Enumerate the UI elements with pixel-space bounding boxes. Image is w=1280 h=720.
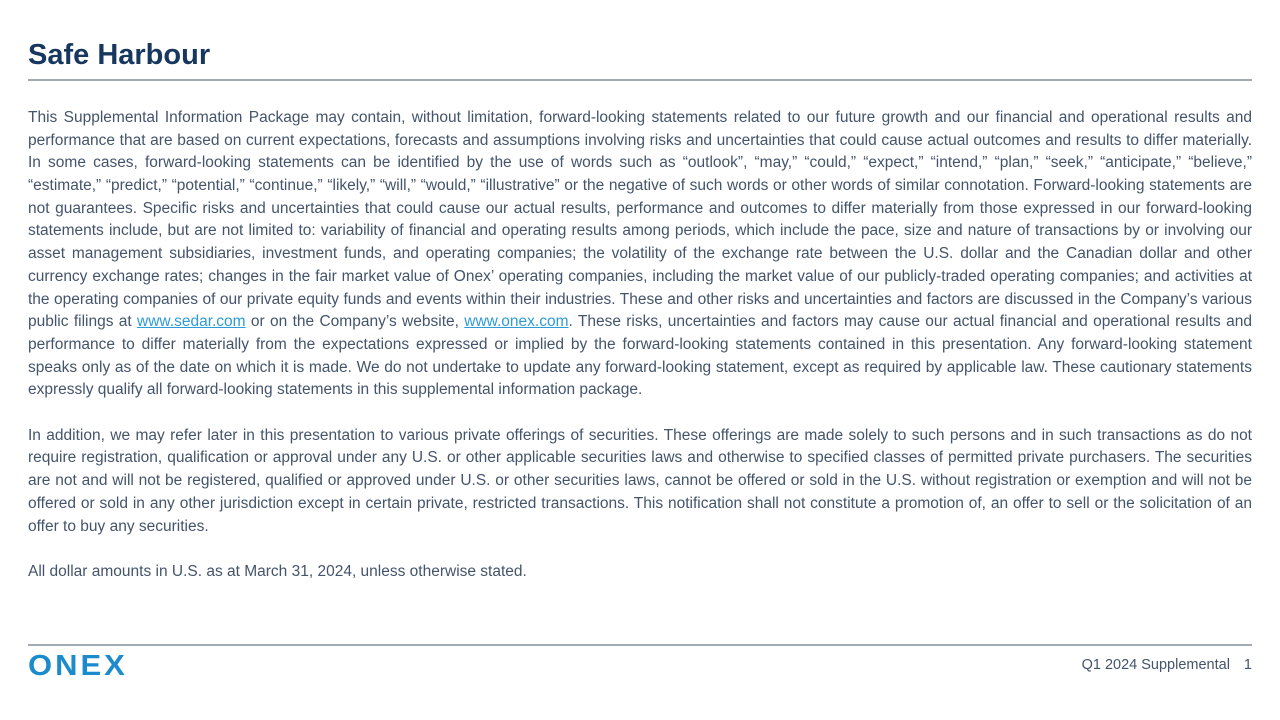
paragraph-text: or on the Company’s website, <box>245 313 465 331</box>
footer-label: Q1 2024 Supplemental <box>1081 657 1230 673</box>
slide-footer <box>28 644 1252 720</box>
onex-website-link[interactable]: www.onex.com <box>464 313 569 331</box>
paragraph-text: . These risks, uncertainties and factors may cause our actual financial and operational results and performance to differ materially from the expectations expressed or implied by the forward-looking statements contained in this presentation. Any forward-looking statement speaks only as of the date on which it is made. We do not undertake to update any forward-looking statement, except as required by applicable law. These cautionary statements expressly qualify all forward-looking statements in this supplemental information package. <box>28 313 1252 399</box>
title-divider <box>28 79 1252 81</box>
footer-divider <box>28 644 1252 646</box>
paragraph-text: This Supplemental Information Package may contain, without limitation, forward-looking statements related to our future growth and our financial and operational results and performance that are based on current expectations, forecasts and assumptions involving risks and uncertainties that could cause actual outcomes and results to differ materially. In some cases, forward-looking statements can be identified by the use of words such as “outlook”, “may,” “could,” “expect,” “intend,” “plan,” “seek,” “anticipate,” “believe,” “estimate,” “predict,” “potential,” “continue,” “likely,” “will,” “would,” “illustrative” or the negative of such words or other words of similar connotation. Forward-looking statements are not guarantees. Specific risks and uncertainties that could cause our actual results, performance and outcomes to differ materially from those expressed in our forward-looking statements include, but are not limited to: variability of financial and operating results among periods, which include the pace, size and nature of transactions by or involving our asset management subsidiaries, investment funds, and operating companies; the volatility of the exchange rate between the U.S. dollar and the Canadian dollar and other currency exchange rates; changes in the fair market value of Onex’ operating companies, including the market value of our publicly-traded operating companies; and activities at the operating companies of our private equity funds and events within their industries. These and other risks and uncertainties and factors are discussed in the Company’s various public filings at <box>28 108 1252 331</box>
private-offerings-paragraph: In addition, we may refer later in this presentation to various private offerings of securities. These offerings are made solely to such persons and in such transactions as do not require registration, qualification or approval under any U.S. or other applicable securities laws and otherwise to specified classes of permitted private purchasers. The securities are not and will not be registered, qualified or approved under U.S. or other securities laws, cannot be offered or sold in the U.S. without registration or exemption and will not be offered or sold in any other jurisdiction except in certain private, restricted transactions. This notification shall not constitute a promotion of, an offer to sell or the solicitation of an offer to buy any securities. <box>28 426 1252 535</box>
page-title: Safe Harbour <box>28 39 211 71</box>
page-number: 1 <box>1243 657 1252 673</box>
sedar-link[interactable]: www.sedar.com <box>137 313 246 331</box>
onex-logo: ONEX <box>28 649 128 682</box>
forward-looking-paragraph <box>28 107 1252 402</box>
dollar-amounts-note: All dollar amounts in U.S. as at March 31, 2024, unless otherwise stated. <box>28 562 527 580</box>
disclaimer-body <box>28 107 1252 584</box>
